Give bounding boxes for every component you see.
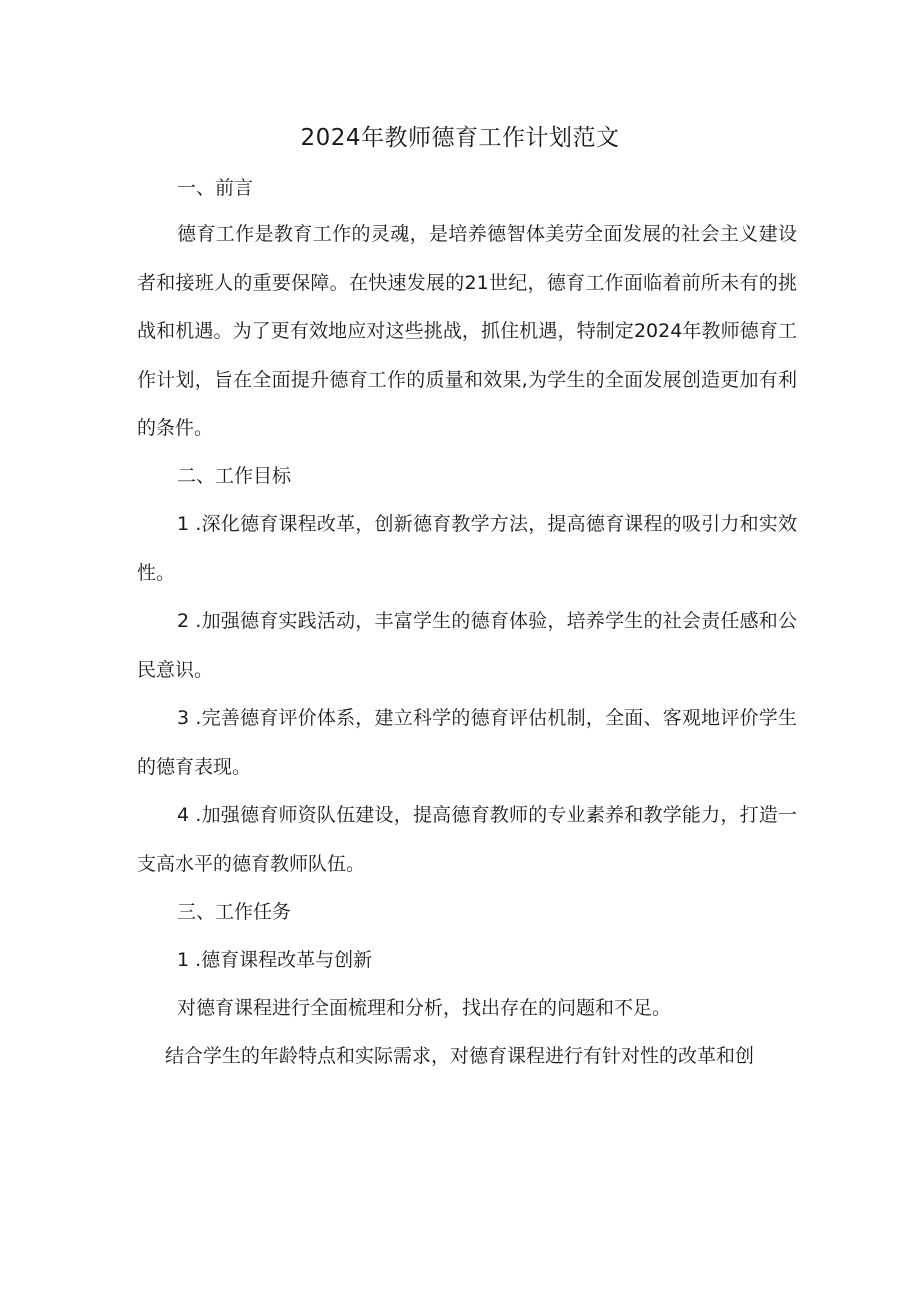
goal-item-2: 2 .加强德育实践活动，丰富学生的德育体验，培养学生的社会责任感和公民意识。 [137, 610, 797, 681]
section-heading-preface: 一、前言 [177, 177, 254, 199]
task-1-title: 1 .德育课程改革与创新 [177, 949, 373, 971]
task-1-paragraph-1: 对德育课程进行全面梳理和分析，找出存在的问题和不足。 [177, 997, 672, 1019]
goal-item-4: 4 .加强德育师资队伍建设，提高德育教师的专业素养和教学能力，打造一支高水平的德育教师队伍。 [137, 804, 797, 875]
section-heading-tasks: 三、工作任务 [177, 901, 292, 923]
preface-paragraph: 德育工作是教育工作的灵魂，是培养德智体美劳全面发展的社会主义建设者和接班人的重要保障。在快速发展的21世纪，德育工作面临着前所未有的挑战和机遇。为了更有效地应对这些挑战，抓住机遇，特制定2024年教师德育工作计划，旨在全面提升德育工作的质量和效果,为学生的全面发展创造更加有利的条件。 [137, 223, 797, 439]
document-title: 2024年教师德育工作计划范文 [300, 125, 620, 151]
goal-item-1: 1 .深化德育课程改革，创新德育教学方法，提高德育课程的吸引力和实效性。 [137, 513, 797, 584]
task-1-paragraph-2: 结合学生的年龄特点和实际需求，对德育课程进行有针对性的改革和创 [165, 1045, 755, 1067]
goal-item-3: 3 .完善德育评价体系，建立科学的德育评估机制，全面、客观地评价学生的德育表现。 [137, 707, 797, 778]
section-heading-goals: 二、工作目标 [177, 465, 292, 487]
